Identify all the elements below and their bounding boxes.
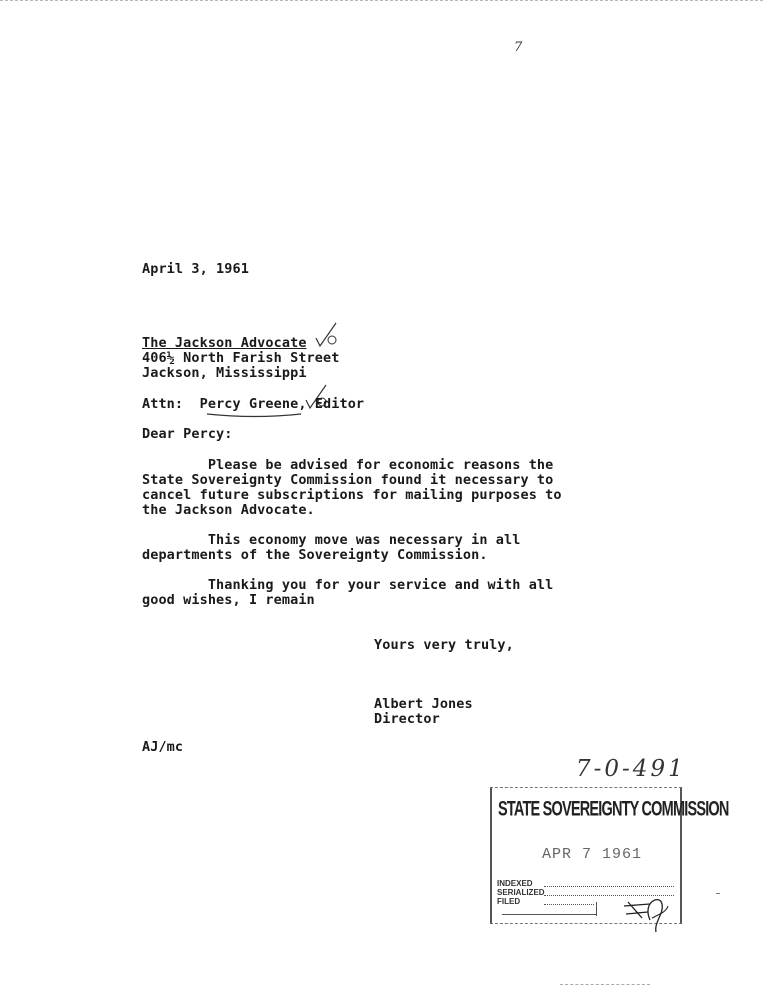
paragraph-2-line: This economy move was necessary in all <box>142 532 521 548</box>
page-top-border <box>0 0 763 1</box>
stamp-divider <box>596 902 597 916</box>
salutation: Dear Percy: <box>142 426 233 442</box>
typist-initials: AJ/mc <box>142 739 184 755</box>
stamp-indexed-label: INDEXED <box>497 879 533 888</box>
paragraph-3-line: Thanking you for your service and with all <box>142 577 554 593</box>
recipient-city: Jackson, Mississippi <box>142 365 307 381</box>
stamp-serialized-label: SERIALIZED <box>497 888 545 897</box>
stamp-filed-label: FILED <box>497 897 521 906</box>
closing: Yours very truly, <box>374 637 514 653</box>
recipient-name: The Jackson Advocate <box>142 335 307 351</box>
paragraph-3-line: good wishes, I remain <box>142 592 315 608</box>
stamp-indexed-line <box>544 886 674 887</box>
stamp-date: APR 7 1961 <box>542 846 643 863</box>
handwritten-top-mark: 7 <box>514 40 523 55</box>
paragraph-2-line: departments of the Sovereignty Commission. <box>142 547 488 563</box>
paragraph-1-line: the Jackson Advocate. <box>142 502 315 518</box>
paragraph-1-line: Please be advised for economic reasons the <box>142 457 554 473</box>
paragraph-1-line: State Sovereignty Commission found it necessary to <box>142 472 554 488</box>
letter-date: April 3, 1961 <box>142 261 249 277</box>
check-mark-icon <box>312 320 342 350</box>
stamp-bottom-rule <box>502 914 597 915</box>
handwritten-file-number: 7-0-491 <box>576 756 686 782</box>
signer-title: Director <box>374 711 440 727</box>
commission-stamp <box>490 787 729 924</box>
attn-title: , Editor <box>298 396 365 412</box>
stamp-filed-line <box>544 904 594 905</box>
attn-name: Percy Greene <box>199 396 299 412</box>
handwritten-initials-icon <box>620 892 672 936</box>
paragraph-1-line: cancel future subscriptions for mailing purposes to <box>142 487 562 503</box>
scan-speck <box>716 893 720 894</box>
handwritten-underline <box>205 410 305 420</box>
recipient-street: 406½ North Farish Street <box>142 350 340 366</box>
page-bottom-mark <box>560 984 650 985</box>
attn-label: Attn: <box>142 396 184 412</box>
signer-name: Albert Jones <box>374 696 473 712</box>
stamp-title: STATE SOVEREIGNTY COMMISSION <box>498 798 729 822</box>
